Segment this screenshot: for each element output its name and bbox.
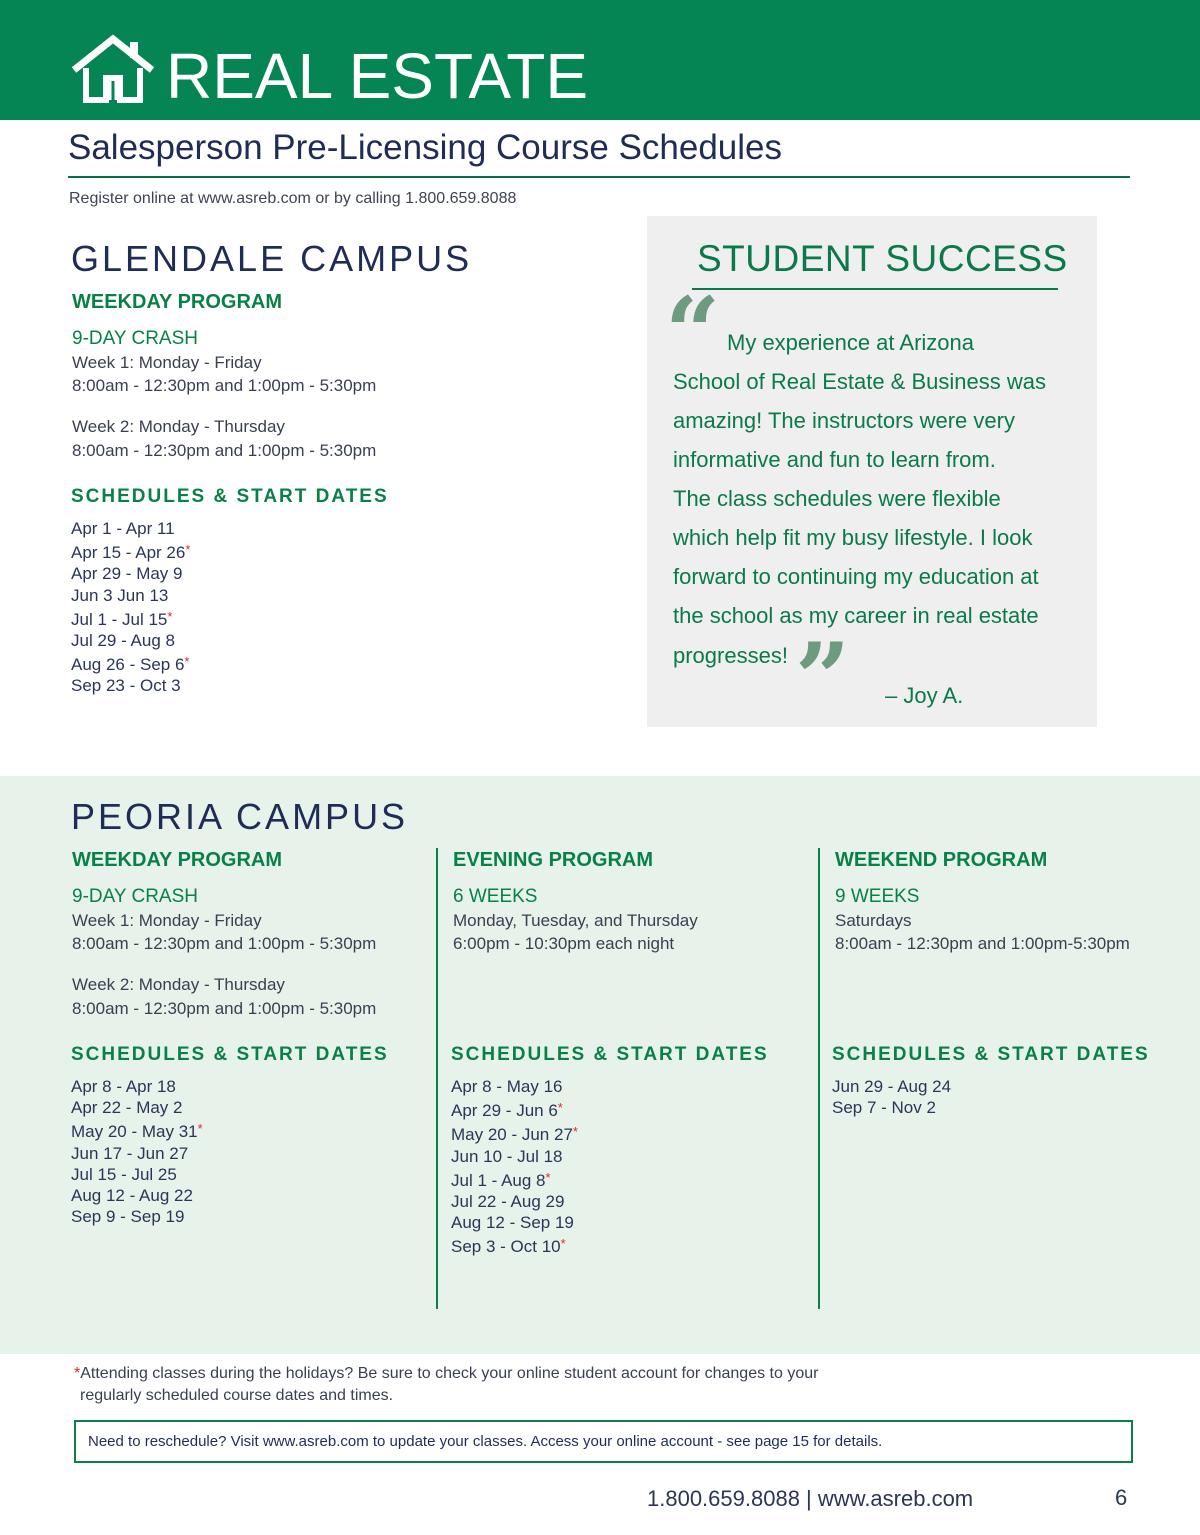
- student-success-divider: [692, 288, 1058, 290]
- glendale-dates-list: [71, 518, 190, 697]
- date-range-item: [451, 1233, 578, 1257]
- peoria-evening-dates-list: [451, 1076, 578, 1258]
- holiday-asterisk: *: [185, 542, 191, 558]
- holiday-footnote: [74, 1363, 818, 1407]
- page-number: 6: [1115, 1485, 1128, 1510]
- date-range-item: [451, 1097, 578, 1121]
- holiday-asterisk: *: [572, 1124, 578, 1140]
- date-range-item: [451, 1121, 578, 1145]
- date-range-item: [451, 1191, 578, 1212]
- date-range-item: [71, 606, 190, 630]
- peoria-evening-course: 6 WEEKS: [453, 886, 538, 907]
- student-success-title: STUDENT SUCCESS: [697, 238, 1068, 279]
- page-title: REAL ESTATE: [166, 40, 589, 112]
- column-divider: [818, 848, 820, 1309]
- holiday-asterisk: *: [197, 1121, 203, 1137]
- quote-line: progresses!: [673, 643, 788, 668]
- svg-text:“: “: [665, 276, 721, 389]
- peoria-week1-days: Week 1: Monday - Friday: [72, 911, 262, 930]
- peoria-weekend-title: WEEKEND PROGRAM: [835, 849, 1048, 871]
- date-range-item: [71, 539, 190, 563]
- peoria-week1-hours: 8:00am - 12:30pm and 1:00pm - 5:30pm: [72, 934, 377, 953]
- date-range-text: Jun 17 - Jun 27: [71, 1143, 189, 1163]
- reschedule-notice: [74, 1420, 1133, 1463]
- date-range-text: Aug 12 - Aug 22: [71, 1186, 193, 1206]
- glendale-week1-days: Week 1: Monday - Friday: [72, 353, 262, 372]
- peoria-week2-hours: 8:00am - 12:30pm and 1:00pm - 5:30pm: [72, 999, 377, 1018]
- date-range-item: [71, 1143, 203, 1164]
- date-range-item: [71, 1118, 203, 1142]
- peoria-weekend-course: 9 WEEKS: [835, 886, 920, 907]
- peoria-weekend-days: Saturdays: [835, 911, 912, 930]
- date-range-text: Jul 22 - Aug 29: [451, 1192, 565, 1212]
- date-range-item: [71, 563, 190, 584]
- peoria-campus-title: PEORIA CAMPUS: [71, 796, 409, 837]
- date-range-item: [71, 1206, 203, 1227]
- date-range-item: [71, 1185, 203, 1206]
- header-banner: [0, 0, 1200, 120]
- peoria-week2-days: Week 2: Monday - Thursday: [72, 975, 285, 994]
- date-range-item: [71, 1097, 203, 1118]
- date-range-text: Sep 9 - Sep 19: [71, 1207, 185, 1227]
- quote-line: the school as my career in real estate: [673, 603, 1039, 628]
- holiday-asterisk: *: [560, 1236, 566, 1252]
- page-subtitle: Salesperson Pre-Licensing Course Schedules: [68, 128, 783, 167]
- glendale-week1-hours: 8:00am - 12:30pm and 1:00pm - 5:30pm: [72, 376, 377, 395]
- date-range-text: Sep 7 - Nov 2: [832, 1098, 936, 1118]
- svg-text:”: ”: [795, 622, 851, 735]
- glendale-week2-days: Week 2: Monday - Thursday: [72, 417, 285, 436]
- date-range-item: [451, 1146, 578, 1167]
- footnote-star: *: [74, 1365, 81, 1382]
- date-range-text: May 20 - May 31: [71, 1122, 198, 1142]
- date-range-text: Apr 8 - May 16: [451, 1077, 563, 1096]
- date-range-text: Jul 1 - Jul 15: [71, 609, 168, 629]
- date-range-text: Aug 12 - Sep 19: [451, 1213, 574, 1233]
- date-range-text: Jun 29 - Aug 24: [832, 1077, 952, 1096]
- footnote-line: regularly scheduled course dates and times.: [80, 1387, 394, 1404]
- quote-line: forward to continuing my education at: [673, 564, 1039, 589]
- glendale-course-title: 9-DAY CRASH: [72, 328, 198, 349]
- date-range-item: [71, 651, 190, 675]
- date-range-item: [71, 630, 190, 651]
- column-divider: [436, 848, 438, 1309]
- holiday-asterisk: *: [557, 1100, 563, 1116]
- holiday-asterisk: *: [167, 608, 173, 624]
- holiday-asterisk: *: [184, 654, 190, 670]
- quote-author: – Joy A.: [885, 683, 964, 708]
- register-text: Register online at www.asreb.com or by calling 1.800.659.8088: [69, 190, 517, 207]
- glendale-weekday-title: WEEKDAY PROGRAM: [72, 291, 283, 313]
- peoria-evening-hours: 6:00pm - 10:30pm each night: [453, 934, 675, 953]
- close-quote-icon: [795, 622, 855, 735]
- date-range-text: Jun 10 - Jul 18: [451, 1146, 563, 1166]
- date-range-text: Sep 3 - Oct 10: [451, 1237, 561, 1257]
- peoria-weekend-schedules-title: SCHEDULES & START DATES: [832, 1044, 1150, 1065]
- house-icon: [70, 34, 156, 104]
- quote-line: informative and fun to learn from.: [673, 447, 996, 472]
- quote-line: My experience at Arizona: [727, 330, 975, 355]
- peoria-weekday-title: WEEKDAY PROGRAM: [72, 849, 283, 871]
- date-range-item: [71, 675, 190, 696]
- date-range-text: May 20 - Jun 27: [451, 1125, 573, 1145]
- glendale-schedules-title: SCHEDULES & START DATES: [71, 486, 389, 507]
- glendale-campus-title: GLENDALE CAMPUS: [71, 238, 473, 279]
- date-range-text: Apr 15 - Apr 26: [71, 543, 186, 563]
- peoria-evening-schedules-title: SCHEDULES & START DATES: [451, 1044, 769, 1065]
- date-range-text: Jul 29 - Aug 8: [71, 631, 175, 651]
- date-range-text: Apr 8 - Apr 18: [71, 1077, 176, 1096]
- date-range-item: [451, 1076, 578, 1097]
- date-range-text: Aug 26 - Sep 6: [71, 655, 185, 675]
- peoria-evening-title: EVENING PROGRAM: [453, 849, 654, 871]
- date-range-item: [71, 518, 190, 539]
- peoria-weekend-hours: 8:00am - 12:30pm and 1:00pm-5:30pm: [835, 934, 1130, 953]
- peoria-evening-days: Monday, Tuesday, and Thursday: [453, 911, 698, 930]
- quote-line: amazing! The instructors were very: [673, 408, 1015, 433]
- date-range-item: [71, 585, 190, 606]
- date-range-text: Apr 29 - May 9: [71, 564, 183, 584]
- date-range-item: [71, 1164, 203, 1185]
- footnote-line: Attending classes during the holidays? Be sure to check your online student account for changes to your: [80, 1365, 819, 1382]
- footer-contact: 1.800.659.8088 | www.asreb.com: [647, 1486, 974, 1511]
- date-range-text: Jun 3 Jun 13: [71, 585, 169, 605]
- date-range-item: [451, 1212, 578, 1233]
- quote-line: School of Real Estate & Business was: [673, 369, 1046, 394]
- peoria-weekday-course: 9-DAY CRASH: [72, 886, 198, 907]
- peoria-weekend-dates-list: [832, 1076, 951, 1118]
- date-range-item: [71, 1076, 203, 1097]
- date-range-item: [451, 1167, 578, 1191]
- glendale-week2-hours: 8:00am - 12:30pm and 1:00pm - 5:30pm: [72, 441, 377, 460]
- reschedule-text: Need to reschedule? Visit www.asreb.com to update your classes. Access your online account - see page 15 for details.: [88, 1433, 883, 1450]
- subtitle-divider: [68, 176, 1130, 178]
- date-range-item: [832, 1097, 951, 1118]
- date-range-text: Apr 1 - Apr 11: [71, 519, 175, 538]
- date-range-text: Jul 15 - Jul 25: [71, 1164, 177, 1184]
- date-range-text: Apr 22 - May 2: [71, 1098, 183, 1118]
- quote-line: which help fit my busy lifestyle. I look: [673, 525, 1033, 550]
- peoria-weekday-dates-list: [71, 1076, 203, 1227]
- date-range-text: Jul 1 - Aug 8: [451, 1170, 546, 1190]
- peoria-weekday-schedules-title: SCHEDULES & START DATES: [71, 1044, 389, 1065]
- date-range-text: Sep 23 - Oct 3: [71, 676, 181, 696]
- open-quote-icon: [665, 276, 725, 389]
- date-range-text: Apr 29 - Jun 6: [451, 1101, 558, 1121]
- date-range-item: [832, 1076, 951, 1097]
- holiday-asterisk: *: [545, 1169, 551, 1185]
- quote-line: The class schedules were flexible: [673, 486, 1001, 511]
